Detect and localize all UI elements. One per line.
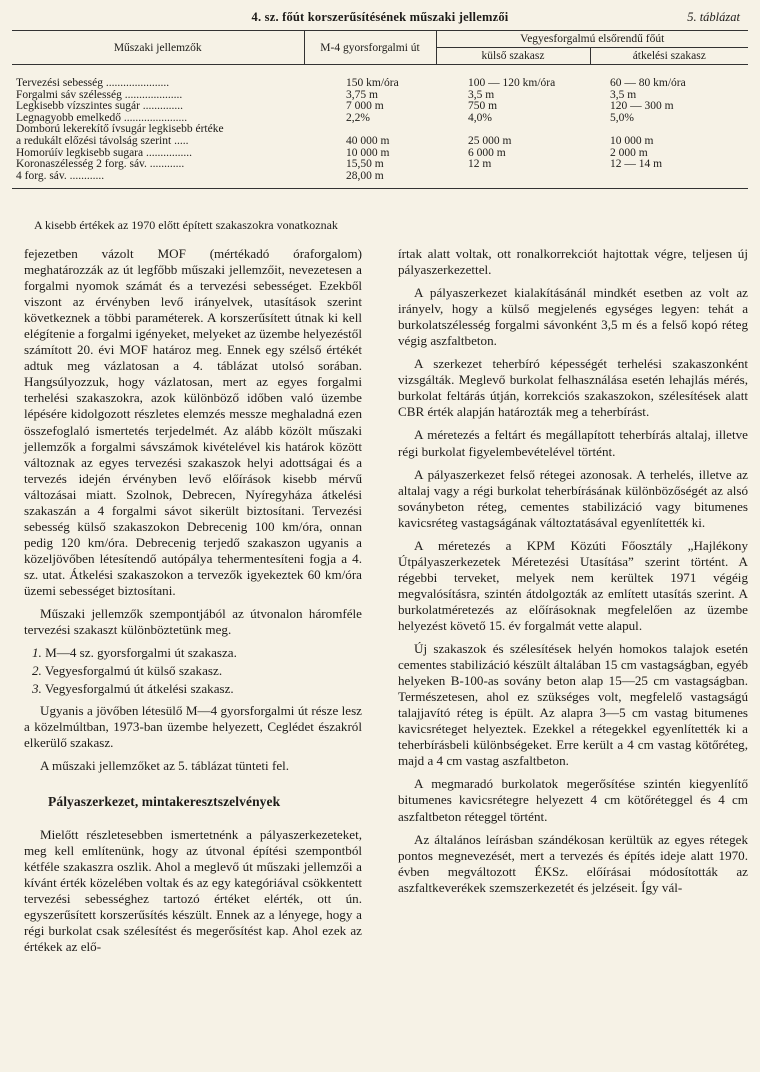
table-row [12, 171, 748, 189]
cell-outer [436, 171, 590, 189]
table-row [12, 136, 748, 148]
cell-outer [436, 124, 590, 136]
paragraph: írtak alatt voltak, ott ronalkorrekciót hajtottak végre, teljesen új pályaszerkezettel. [398, 246, 748, 278]
cell-m4: 28,00 m [304, 171, 436, 189]
cell-crossing: 5,0% [610, 111, 634, 124]
table-row [12, 113, 748, 125]
table-title: 4. sz. főút korszerűsítésének műszaki jellemzői [251, 10, 509, 24]
technical-specs-table [12, 30, 748, 189]
cell-m4: 40 000 m [346, 134, 390, 147]
cell-outer: 25 000 m [468, 134, 512, 147]
header-outer-section: külső szakasz [436, 48, 590, 65]
cell-crossing: 10 000 m [610, 134, 654, 147]
cell-outer: 12 m [468, 158, 492, 171]
cell-outer: 100 — 120 km/óra [468, 77, 556, 89]
header-specs: Műszaki jellemzők [12, 31, 304, 65]
row-label: Domború lekerekítő ívsugár legkisebb értéke [16, 124, 224, 136]
row-label: 4 forg. sáv. ............ [12, 171, 304, 189]
paragraph: Új szakaszok és szélesítések helyén homokos talajok esetén cementes stabilizáció készült általában 15 cm vastagságban, egyéb helyeken B-100-as sovány beton alap 15—25 cm vastagságban. Természetesen, ahol ez szükséges volt, megfelelő vastagságú talajjavító réteg is épült. Az alapra 3—5 cm vastag bitumenes kavicsréteget helyeztek. Ezekkel a rétegekkel egyenlítették ki a teherbírásbeli különbségeket. Erre került a 4 cm vastag kötőréteg, majd a 4 cm vastag aszfaltbeton. [398, 641, 748, 769]
paragraph: A pályaszerkezet kialakításánál mindkét esetben az volt az irányelv, hogy a külső megjelenés egységes legyen: tehát a burkolatszélesség forgalmi sávonként 3,5 m és a felső kopó réteg végig aszfaltbeton. [398, 285, 748, 349]
section-heading: Pályaszerkezet, mintakeresztszelvények [48, 794, 281, 810]
table-caption [0, 10, 760, 28]
cell-crossing: 3,5 m [610, 88, 637, 101]
table-row [12, 101, 748, 113]
table-row [12, 159, 748, 171]
row-label: Legkisebb vízszintes sugár .............. [16, 101, 184, 113]
table-number: 5. táblázat [687, 10, 740, 24]
cell-m4: 3,75 m [346, 88, 378, 101]
paragraph: A műszaki jellemzőket az 5. táblázat tünteti fel. [40, 758, 290, 774]
paragraph: A méretezés a KPM Közúti Főosztály „Hajlékony Útpályaszerkezetek Méretezési Utasítása” szerint történt. A régebbi terveket, melyek nem kerültek 1971 végéig megvalósításra, szintén átdolgozták az említett utasítás szerint. A burkolatméretezés az előírásoknak megfelelően az üzembe helyezést követő 15. év forgalmát vette alapul. [398, 537, 748, 633]
list-item: 3. Vegyesforgalmú út átkelési szakasz. [32, 681, 234, 697]
cell-outer: 6 000 m [468, 146, 506, 159]
row-label: Homorúív legkisebb sugara ................ [16, 147, 192, 159]
list-item: 1. M—4 sz. gyorsforgalmi út szakasza. [32, 645, 237, 661]
cell-crossing: 120 — 300 m [610, 100, 674, 113]
row-label: Tervezési sebesség ...................... [16, 77, 170, 89]
cell-m4: 10 000 m [346, 146, 390, 159]
paragraph: A pályaszerkezet felső rétegei azonosak. A terhelés, illetve az altalaj vagy a régi burkolat teherbírásának különbözőségét az alsó soványbeton réteg, cementes stabilizáció vagy bitumenes kavicsréteg vastagságának változtatásával egyenlítették ki. [398, 466, 748, 530]
cell-m4: 15,50 m [346, 158, 384, 171]
section-list [24, 645, 362, 697]
cell-crossing: 60 — 80 km/óra [610, 77, 686, 89]
cell-outer: 3,5 m [468, 88, 495, 101]
header-crossing-section: átkelési szakasz [590, 48, 748, 65]
paragraph: Ugyanis a jövőben létesülő M—4 gyorsforgalmi út része lesz a közelmúltban, 1973-ban üzembe helyezett, Ceglédet északról elkerülő szakasz. [24, 703, 362, 751]
row-label: Legnagyobb emelkedő ...................... [16, 112, 188, 124]
paragraph: Az általános leírásban szándékosan kerültük az egyes rétegek pontos megnevezését, mert a tervezés és építés ideje alatt 1970. évben megváltozott ÉKSz. előírásai módosították az aszfaltkeverékek szemszerkezetét és jelzéseit. Így vál- [398, 831, 748, 895]
header-m4: M-4 gyorsforgalmi út [304, 31, 436, 65]
cell-outer: 750 m [468, 100, 498, 113]
paragraph: Műszaki jellemzők szempontjából az útvonalon háromféle tervezési szakaszt különböztetünk meg. [24, 606, 362, 638]
cell-outer: 4,0% [468, 111, 492, 124]
paragraph: A méretezés a feltárt és megállapított teherbírás altalaj, illetve régi burkolat figyelembevételével történt. [398, 427, 748, 459]
paragraph: A szerkezet teherbíró képességét terhelési szakaszonként vizsgálták. Meglevő burkolat felhasználása esetén lehajlás mérés, burkolat feltárás útján, korrekciós szakaszokon, szélesítések alatt CBR érték alapján határozták meg a teherbírást. [398, 356, 748, 420]
left-column [24, 246, 362, 962]
paragraph: A megmaradó burkolatok megerősítése szintén kiegyenlítő bitumenes kavicsrétegre helyezett 4 cm kötőréteggel és 4 cm aszfaltbeton réteggel történt. [398, 776, 748, 824]
table-footnote: A kisebb értékek az 1970 előtt épített szakaszokra vonatkoznak [34, 218, 338, 232]
table-row [12, 65, 748, 90]
right-column [398, 246, 748, 903]
row-label: Koronaszélesség 2 forg. sáv. ............ [16, 159, 185, 171]
cell-m4: 150 km/óra [346, 77, 399, 89]
header-mixed-traffic: Vegyesforgalmú elsőrendű főút [436, 31, 748, 48]
cell-crossing [590, 171, 748, 189]
paragraph: fejezetben vázolt MOF (mértékadó óraforgalom) meghatározzák az út legfőbb műszaki jellemzőit, nevezetesen a forgalmi nyomok számát és a tervezési sebességet. Ezekből viszont az érvényben levő irányelvek, utasítások szerint következnek a többi paraméterek. A korszerűsített útnak ki kell elégítenie a forgalmi igényeket, melyeket az üzembe helyezéstől számított 20. évi MOF határoz meg. Ennek egy szélső értékét adtuk meg vázlatosan a 4. táblázat utolsó sorában. Hangsúlyozzuk, hogy vázlatosan, mert az egyes forgalmi terhelési szakaszokra, azok különböző időben való üzembe lépésére kidolgozott részletes elemzés messze meghaladná ezen összefoglaló ismertetés terjedelmét. Az alább közölt műszaki jellemzők a forgalmi sávszámok kivételével kis határok között változnak az egyes tervezési szakaszok helyi adottságai és a tervezés idején érvényben levő előírások kisebb mérvű változásai miatt. Szolnok, Debrecen, Nyíregyháza átkelési szakaszán a 4 forgalmi sávot sikerült biztosítani. Tervezési sebesség külső szakaszokon Debrecenig 100 km/óra, onnan pedig 120 km/óra. Debrecenig terjedő szakaszon ugyanis a közeljövőben létesítendő autópálya tehermentesíteni fogja a 4. sz. utat. Átkelési szakaszokon a tervezők igyekeztek 60 km/óra üzemi sebességet biztosítani. [24, 246, 362, 598]
paragraph: Mielőtt részletesebben ismertetnénk a pályaszerkezeteket, meg kell említenünk, hogy az útvonal építési szempontból kétféle szakaszra oszlik. Ahol a meglevő út műszaki jellemzői a kívánt érték közelében voltak és az egy kategóriával csökkentett tervezési sebességhez tartozó értéket elérték, ott ún. egyszerűsített korszerűsítés készült. Ennek az a lényege, hogy a régi burkolat csak szélesítést és megerősítést kap. Ahol ezek az értékek az elő- [24, 826, 362, 954]
list-item: 2. Vegyesforgalmú út külső szakasz. [32, 663, 223, 679]
row-label: Forgalmi sáv szélesség .................... [16, 89, 183, 101]
cell-m4: 2,2% [346, 111, 370, 124]
cell-m4: 7 000 m [346, 100, 384, 113]
row-label: a redukált előzési távolság szerint ..... [16, 135, 189, 147]
cell-crossing: 12 — 14 m [610, 158, 663, 171]
cell-crossing: 2 000 m [610, 146, 648, 159]
